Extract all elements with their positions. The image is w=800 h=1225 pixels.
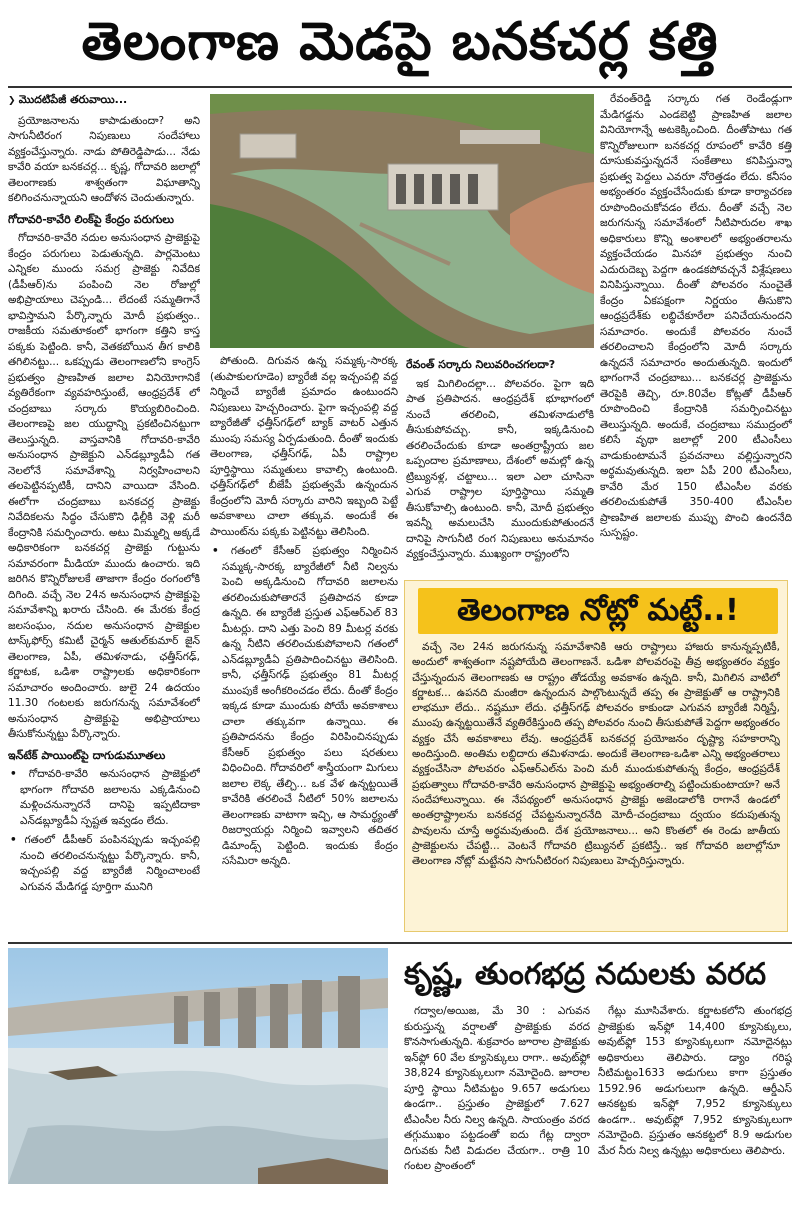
subheading: ఇన్‌టేక్ పాయింట్‌పై దాగుడుమూతలు xyxy=(8,748,166,762)
dam-photo-top xyxy=(210,94,594,348)
dam-photo-bottom xyxy=(8,948,388,1184)
section-rule xyxy=(8,942,792,944)
paragraph: గేట్లు మూసివేశారు. కర్ణాటకలోని తుంగభద్ర ప్రాజెక్టుకు ఇన్‌ఫ్లో 14,400 క్యూసెక్కులు, అవుట్‌ఫ్లో 153 క్యూసెక్కులుగా నమోదైనట్లు అధికారులు తెలిపారు. డ్యాం గరిష్ఠ నీటిమట్టం1633 అడుగులు కాగా ప్రస్తుతం 1592.96 అడుగులుగా ఉన్నది. ఆర్డీఎస్ ఆనకట్టకు ఇన్‌ఫ్లో 7,952 క్యూసెక్కులు ఉండగా.. అవుట్‌ఫ్లో 7,952 క్యూసెక్కులుగా నమోదైంది. ప్రస్తుతం ఆనకట్టలో 8.9 అడుగుల మేర నీరు నిల్వ ఉన్నట్లు అధికారులు తెలిపారు. xyxy=(598,1005,792,1157)
subheading: గోదావరి-కావేరి లింక్‌పై కేంద్రం పరుగులు xyxy=(8,212,174,226)
paragraph: ప్రయోజనాలను కాపాడుతుందా? అని సాగునీటిరంగ నిపుణులు సందేహాలు వ్యక్తంచేస్తున్నారు. నాడు పోతిరెడ్డిపాడు... నేడు కావేరి వయా బనకచర్ల... కృష్ణ, గోదావరి జలాల్లో తెలంగాణకు శాశ్వతంగా విఘాతాన్ని కలిగించనున్నాయని ఆందోళన చెందుతున్నారు. xyxy=(8,114,200,204)
barrage-illustration xyxy=(8,948,388,1184)
paragraph: ఇక మిగిలిందల్లా... పోలవరం. పైగా ఇది పాత ప్రతిపాదన. ఆంధ్రప్రదేశ్ భూభాగంలో నుంచే తరలించి, తమిళనాడులోకి తీసుకుపోవచ్చు. కానీ, ఇక్కడినుంచి తరలించేందుకు కూడా అంతర్రాష్ట్రీయ జల ఒప్పందాల ప్రమాణాలు, దేశంలో అమల్లో ఉన్న ట్రిబ్యునళ్ల, చట్టాలు... ఇలా ఎలా చూసినా ఎగువ రాష్ట్రాల పూర్తిస్థాయి సమ్మతి తీసుకోవాల్సి ఉంటుంది. కానీ, మోదీ ప్రభుత్వం ఇవన్నీ అమలుచేసి ముందుకుపోతుందనే దానిపై సాగునీటి రంగ నిపుణులు అనుమానం వ్యక్తంచేస్తున్నారు. ముఖ్యంగా రాష్ట్రంలోని xyxy=(406,377,594,560)
paragraph: వచ్చే నెల 24న జరుగనున్న సమావేశానికి ఆరు రాష్ట్రాలు హాజరు కానున్నప్పటికీ, అందులో శాశ్వతంగా నష్టపోయేది తెలంగాణనే. ఒడిశా పోలవరంపై తీవ్ర అభ్యంతరం వ్యక్తం చేస్తున్నందున తెలంగాణకు ఆ రాష్ట్రం తోడయ్యే అవకాశం ఉన్నది. కానీ, మిగిలిన వాటిలో కర్ణాటక... ఉపనది మంజీరా ఉన్నందున పాల్గొంటున్నదే తప్ప ఈ ప్రాజెక్టుతో ఆ రాష్ట్రానికి లాభమూ లేదు.. నష్టమూ లేదు. ఛత్తీస్‌గఢ్ పోలవరం కాకుండా ఎగువన బ్యారేజీ నిర్మిస్తే, ముంపు ఉన్నట్టయితేనే వ్యతిరేకిస్తుంది తప్ప పోలవరం నుంచి తీసుకుపోతే పెద్దగా అభ్యంతరం వ్యక్తం చేసే అవకాశాలు లేవు. ఆంధ్రప్రదేశ్ బనకచర్ల ప్రయోజనం దృష్ట్యా సహకారాన్ని అందిస్తుంది. అంతిమ లబ్ధిదారు తమిళనాడు. అందుకే తెలంగాణ-ఒడిశా ఎన్ని అభ్యంతరాలు వ్యక్తంచేసినా పోలవరం ఎఫ్‌ఆర్‌ఎల్‌ను పెంచి మరీ ముందుకుపోతున్న కేంద్రం, ఆంధ్రప్రదేశ్ ప్రభుత్వాలు గోదావరి-కావేరి అనుసంధాన ప్రాజెక్టుపై అభ్యంతరాల్ని పట్టించుకుంటాయా? అనే సందేహాలున్నాయి. ఈ నేపథ్యంలో అనుసంధాన ప్రాజెక్టు అజెండాలోకి రాగానే ఉండలో అంతర్రాష్ట్రాలను బనకచర్ల చేపట్టనున్నారనేది మోదీ-చంద్రబాబు ద్వయం కదుపుతున్న పావులను చూస్తే అర్థమవుతుంది. దేశ ప్రయోజనాలు... అని కొంతలో ఈ రెండు జాతీయ ప్రాజెక్టులను చేపట్టి... వెంటనే గోదావరి ట్రిబ్యునల్ ప్రకటిస్తే.. ఇక గోదావరి జలాల్లోనూ తెలంగాణ నోట్లో మట్టేనని సాగునీటిరంగ నిపుణులు హెచ్చరిస్తున్నారు. xyxy=(412,641,780,868)
bullet-paragraph: • గతంలో కేసీఆర్ ప్రభుత్వం నిర్మించిన సమ్మక్క-సారక్క బ్యారేజీలో నీటి నిల్వను పెంచి అక్కడినుంచి గోదావరి జలాలను తరలించుకుపోతారనే ప్రతిపాదన కూడా ఉన్నది. ఈ బ్యారేజీ ప్రస్తుత ఎఫ్‌ఆర్‌ఎల్ 83 మీటర్లు. దాని ఎత్తు పెంచి 89 మీటర్ల వరకు ఉన్న నీటిని తరలించుకుపోవాలని గతంలో ఎన్‌డబ్ల్యూడీఏ ప్రతిపాదించినట్టు తెలిసింది. కానీ, ఛత్తీస్‌గఢ్ ప్రభుత్వం 81 మీటర్ల ముంపుకే అంగీకరించడం లేదు. దీంతో కేంద్రం ఇక్కడ కూడా ముందుకు పోయే అవకాశాలు చాలా తక్కువగా ఉన్నాయి. ఈ ప్రతిపాదనను కేంద్రం విరిపించినప్పుడు కేసీఆర్ ప్రభుత్వం పలు షరతులు విధించింది. గోదావరిలో శాస్త్రీయంగా మిగులు జలాల లెక్క తేల్చి... ఒక వేళ ఉన్నట్టయితే కావేరికి తరలించే నీటిలో 50% జలాలను తెలంగాణకు వాటాగా ఇచ్చి, ఆ సామర్థ్యంతో రిజర్వాయర్లు నిర్మించి ఇవ్వాలని తదితర డిమాండ్స్ పెట్టింది. ఇందుకు కేంద్రం ససేమిరా అన్నది. xyxy=(210,544,398,870)
box-text xyxy=(412,640,780,928)
subheading: రేవంత్ సర్కారు నిలువరించగలదా? xyxy=(406,358,556,371)
paragraph: గద్వాల/అయిజ, మే 30 : ఎగువన కురుస్తున్న వర్షాలతో ప్రాజెక్టుకు వరద కొనసాగుతున్నది. శుక్రవారం జూరాల ప్రాజెక్టుకు ఇన్‌ఫ్లో 60 వేల క్యూసెక్కులు రాగా.. అవుట్‌ఫ్లో 38,824 క్యూసెక్కులుగా నమోదైంది. జూరాల పూర్తి స్థాయి నీటిమట్టం 9.657 అడుగులు ఉండగా.. ప్రస్తుతం ప్రాజెక్టులో 7.627 టీఎంసీల నీరు నిల్వ ఉన్నది. సాయంత్రం వరద తగ్గుముఖం పట్టడంతో ఐదు గేట్ల ద్వారా దిగువకు నీటి విడుదల చేయగా.. రాత్రి 10 గంటల ప్రాంతంలో xyxy=(404,1005,590,1172)
story2-column-a xyxy=(404,1004,590,1186)
paragraph: గోదావరి-కావేరి నదుల అనుసంధాన ప్రాజెక్టుపై కేంద్రం పరుగులు పెడుతున్నది. పార్లమెంటు ఎన్నికల ముందు సమగ్ర ప్రాజెక్టు నివేదిక (డీపీఆర్)ను పంపించి నెల రోజుల్లో అభిప్రాయాలు చెప్పండి... లేదంటే సమ్మతిగానే భావిస్తామని పేర్కొన్నారు మోదీ ప్రభుత్వం.. రాజకీయ సమతూకంలో భాగంగా కత్తిని కాస్త పక్కకు పెట్టింది. కానీ, వెతకబోయిన తీగ కాలికి తగిలినట్టు... ఒకప్పుడు తెలంగాణలోని కాంగ్రెస్ ప్రభుత్వం ప్రాణహిత జలాల వినియోగానికే వ్యతిరేకంగా వ్యవహరిస్తుంటే, ఆంధ్రప్రదేశ్ లో చంద్రబాబు సర్కారు కొయ్యబిరించింది. తెలంగాణపై జల యుద్ధాన్ని ప్రకటించినట్టుగా తెలుస్తున్నది. వాస్తవానికి గోదావరి-కావేరి అనుసంధాన ప్రాజెక్టుని ఎన్‌డబ్ల్యూడీఏ గత నెలలోనే సమావేశాన్ని నిర్వహించాలని తలపెట్టినప్పటికీ, దానిని వాయిదా వేసింది. ఈలోగా చంద్రబాబు బనకచర్ల ప్రాజెక్టు నివేదికలను సిద్ధం చేసుకొని ఢిల్లీకి వెళ్లి మరీ కేంద్రానికి సమర్పించారు. అటు మిమ్మల్ని అక్కడే అధికారికంగా బనకచర్ల ప్రాజెక్టు గుట్టును సమావరంగా మీడియా ముందు ఉంచారు. ఇది జరిగిన కొన్నిరోజులకే తాజాగా కేంద్రం రంగంలోకి దిగింది. వచ్చే నెల 24న అనుసంధాన ప్రాజెక్టుపై సమావేశాన్ని ఖరారు చేసింది. ఈ మేరకు కేంద్ర జలసంఘం, నదుల అనుసంధాన ప్రాజెక్టుల టాస్క్‌ఫోర్స్ కమిటీ చైర్మన్ ఆతుల్‌కుమార్ జైన్ తెలంగాణ, ఏపీ, తమిళనాడు, ఛత్తీస్‌గఢ్, కర్ణాటక, ఒడిశా రాష్ట్రాలకు అధికారికంగా సమాచారం అందించారు. జులై 24 ఉదయం 11.30 గంటలకు జరుగనున్న సమావేశంలో అనుసంధాన ప్రాజెక్టుపై అభిప్రాయాలు తీసుకోనున్నట్టు పేర్కొన్నారు. xyxy=(8,232,200,740)
article-column-3 xyxy=(406,352,594,578)
bullet-paragraph: • గోదావరి-కావేరి అనుసంధాన ప్రాజెక్టులో భాగంగా గోదావరి జలాలను ఎక్కడినుంచి మళ్లించనున్నారనే దానిపై ఇప్పటిదాకా ఎన్‌డబ్ల్యూడీఏ స్పష్టత ఇవ్వడం లేదు. xyxy=(8,767,200,829)
story2-column-b xyxy=(598,1004,792,1186)
paragraph: పోతుంది. దిగువన ఉన్న సమ్మక్క-సారక్క (తుపాకులగూడెం) బ్యారేజీ వల్ల ఇచ్చంపల్లి వద్ద నిర్మించే బ్యారేజీ ప్రమాదం ఉంటుందని నిపుణులు హెచ్చరించారు. పైగా ఇచ్చంపల్లి వద్ద బ్యారేజీతో ఛత్తీస్‌గఢ్‌లో బ్యాక్ వాటర్ ఎత్తున ముంపు సమస్య ఏర్పడుతుంది. దీంతో ఇందుకు తెలంగాణ, ఛత్తీస్‌గఢ్, ఏపీ రాష్ట్రాల పూర్తిస్థాయి సమ్మతులు కావాల్సి ఉంటుంది. ఛత్తీస్‌గఢ్‌లో బీజేపీ ప్రభుత్వమే ఉన్నందున కేంద్రంలోని మోదీ సర్కారు వారిని ఇబ్బంది పెట్టే అవకాశాలు చాలా తక్కువ. అందుకే ఈ పాయింట్‌ను పక్కకు పెట్టినట్టు తెలిసింది. xyxy=(210,355,398,538)
dam-illustration xyxy=(210,94,594,348)
box-title: తెలంగాణ నోట్లో మట్టే..! xyxy=(418,588,778,634)
paragraph: రేవంత్‌రెడ్డి సర్కారు గత రెండేండ్లుగా మేడిగడ్డను ఎండబెట్టి ప్రాణహిత జలాల వినియోగాన్నే అటకెక్కించింది. దీంతోపాటు గత కొన్నిరోజులుగా బనకచర్ల రూపంలో కావేరి కత్తి దూసుకువస్తున్నదనే సంకేతాలు కనిపిస్తున్నా ప్రభుత్వ పెద్దలు ఎవరూ నోరెత్తడం లేదు. కనీసం అభ్యంతరం వ్యక్తంచేసేందుకు కూడా కార్యాచరణ రూపొందించుకోవడం లేదు. దీంతో వచ్చే నెల జరుగనున్న సమావేశంలో నీటిపారుదల శాఖ అధికారులు కొన్ని అంశాలలో అభ్యంతరాలను వ్యక్తంచేయడం మినహా ప్రభుత్వం నుంచి ఎదురుదెబ్బ పెద్దగా ఉండకపోవచ్చనే విశ్లేషణలు వినిపిస్తున్నాయి. దీంతో పోలవరం నుంచైతే కేంద్రం ఏకపక్షంగా నిర్ణయం తీసుకొని ఆంధ్రప్రదేశ్‌కు లబ్ధిచేకూరేలా పనిచేయనుందని సమాచారం. అందుకే పోలవరం నుంచే తరలించాలని కేంద్రంలోని మోదీ సర్కారు ఉన్నదనే సమాచారం అందుతున్నది. ఇందులో భాగంగానే చంద్రబాబు... బనకచర్ల ప్రాజెక్టును తెరపైకి తెచ్చి, రూ.80వేల కోట్లతో డీపీఆర్ రూపొందించి కేంద్రానికి సమర్పించినట్టు తెలుస్తున్నది. అందుకే, చంద్రబాబు సముద్రంలో కలిసే వృథా జలాల్లో 200 టీఎంసీలు వాడుకుంటామనే ప్రవచనాలు వల్లిస్తున్నారని అర్థమవుతున్నది. ఇలా ఏపీ 200 టీఎంసీలు, కావేరి మేర 150 టీఎంసీల వరకు తరలించుకుపోతే 350-400 టీఎంసీల ప్రాణహిత జలాలకు ముప్పు పొంచి ఉందనేది సుస్పష్టం. xyxy=(600,93,792,539)
kicker: ❯ మొదటిపేజీ తరువాయి... xyxy=(8,92,200,110)
headline-rule xyxy=(8,86,792,88)
story2-headline: కృష్ణ, తుంగభద్ర నదులకు వరద xyxy=(404,957,767,992)
page-headline: తెలంగాణ మెడపై బనకచర్ల కత్తి xyxy=(81,12,719,72)
bullet-paragraph: • గతంలో డీపీఆర్ పంపినప్పుడు ఇచ్చంపల్లి నుంచి తరలించనున్నట్టు పేర్కొన్నారు. కానీ, ఇచ్చంపల్లి వద్ద బ్యారేజీ నిర్మించాలంటే ఎగువన మేడిగడ్డ పూర్తిగా మునిగి xyxy=(8,833,200,895)
article-column-1 xyxy=(8,92,200,938)
article-column-2 xyxy=(210,354,398,938)
article-column-4 xyxy=(600,92,792,576)
